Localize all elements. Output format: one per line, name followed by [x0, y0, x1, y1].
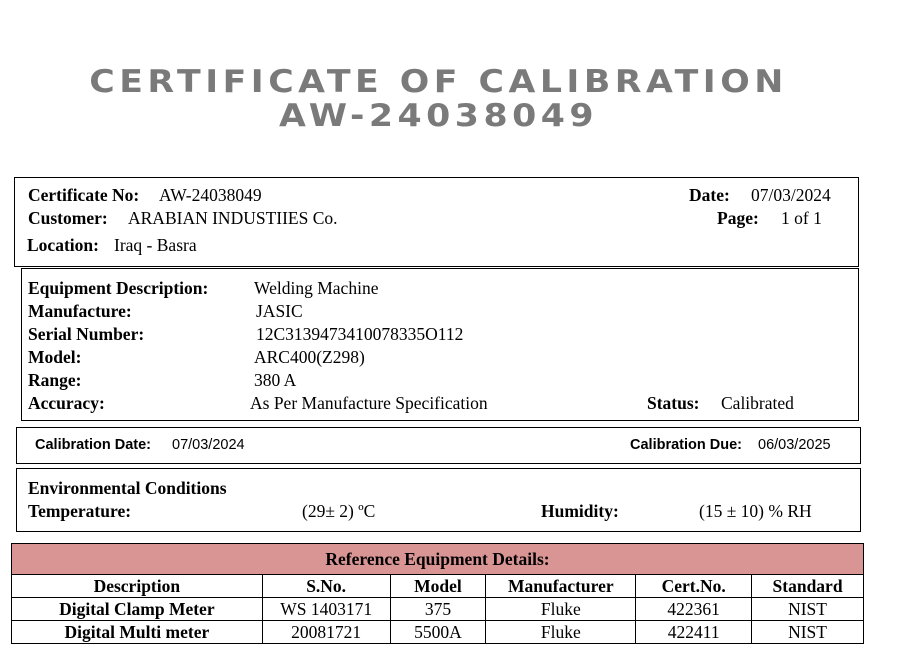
equipment-description-value: Welding Machine [254, 278, 379, 298]
location-value: Iraq - Basra [114, 235, 197, 255]
page-label: Page: [717, 208, 759, 228]
table-cell: 20081721 [262, 621, 390, 644]
table-cell: NIST [752, 598, 864, 621]
temperature-value: (29± 2) ºC [302, 501, 376, 521]
column-header: Model [390, 575, 486, 598]
model-label: Model: [28, 347, 82, 367]
model-value: ARC400(Z298) [254, 347, 365, 367]
table-cell: 375 [390, 598, 486, 621]
serial-number-value: 12C3139473410078335O112 [256, 324, 464, 344]
table-cell: 422411 [636, 621, 752, 644]
column-header: Standard [752, 575, 864, 598]
cert-no-label: Certificate No: [28, 185, 140, 205]
accuracy-value: As Per Manufacture Specification [250, 393, 488, 413]
location-label: Location: [27, 235, 99, 255]
temperature-label: Temperature: [28, 501, 132, 521]
certificate-number-title: AW-24038049 [278, 98, 598, 134]
status-label: Status: [647, 393, 700, 413]
date-value: 07/03/2024 [751, 185, 831, 205]
manufacture-value: JASIC [256, 301, 303, 321]
table-cell: Digital Clamp Meter [12, 598, 263, 621]
table-cell: Fluke [486, 598, 636, 621]
manufacture-label: Manufacture: [28, 301, 132, 321]
table-row [12, 598, 864, 621]
column-header: Cert.No. [636, 575, 752, 598]
certificate-title: CERTIFICATE OF CALIBRATION [89, 64, 788, 100]
table-header-row [12, 575, 864, 598]
reference-table-heading: Reference Equipment Details: [12, 544, 864, 575]
accuracy-label: Accuracy: [28, 393, 105, 413]
table-cell: 5500A [390, 621, 486, 644]
table-cell: Fluke [486, 621, 636, 644]
status-value: Calibrated [721, 393, 794, 413]
calibration-due-value: 06/03/2025 [758, 437, 831, 453]
humidity-value: (15 ± 10) % RH [699, 501, 812, 521]
calibration-due-label: Calibration Due: [630, 437, 742, 453]
equipment-description-label: Equipment Description: [28, 278, 209, 298]
table-cell: NIST [752, 621, 864, 644]
range-label: Range: [28, 370, 82, 390]
page-value: 1 of 1 [781, 208, 822, 228]
reference-equipment-table [11, 543, 864, 644]
range-value: 380 A [254, 370, 297, 390]
customer-label: Customer: [28, 208, 108, 228]
calibration-date-label: Calibration Date: [35, 437, 152, 453]
table-cell: WS 1403171 [262, 598, 390, 621]
table-row [12, 621, 864, 644]
date-label: Date: [689, 185, 730, 205]
humidity-label: Humidity: [541, 501, 619, 521]
table-cell: Digital Multi meter [12, 621, 263, 644]
column-header: S.No. [262, 575, 390, 598]
column-header: Description [12, 575, 263, 598]
calibration-date-value: 07/03/2024 [172, 437, 245, 453]
cert-no-value: AW-24038049 [159, 185, 262, 205]
environment-heading: Environmental Conditions [28, 478, 227, 498]
table-cell: 422361 [636, 598, 752, 621]
serial-number-label: Serial Number: [28, 324, 145, 344]
customer-value: ARABIAN INDUSTIIES Co. [128, 208, 338, 228]
column-header: Manufacturer [486, 575, 636, 598]
